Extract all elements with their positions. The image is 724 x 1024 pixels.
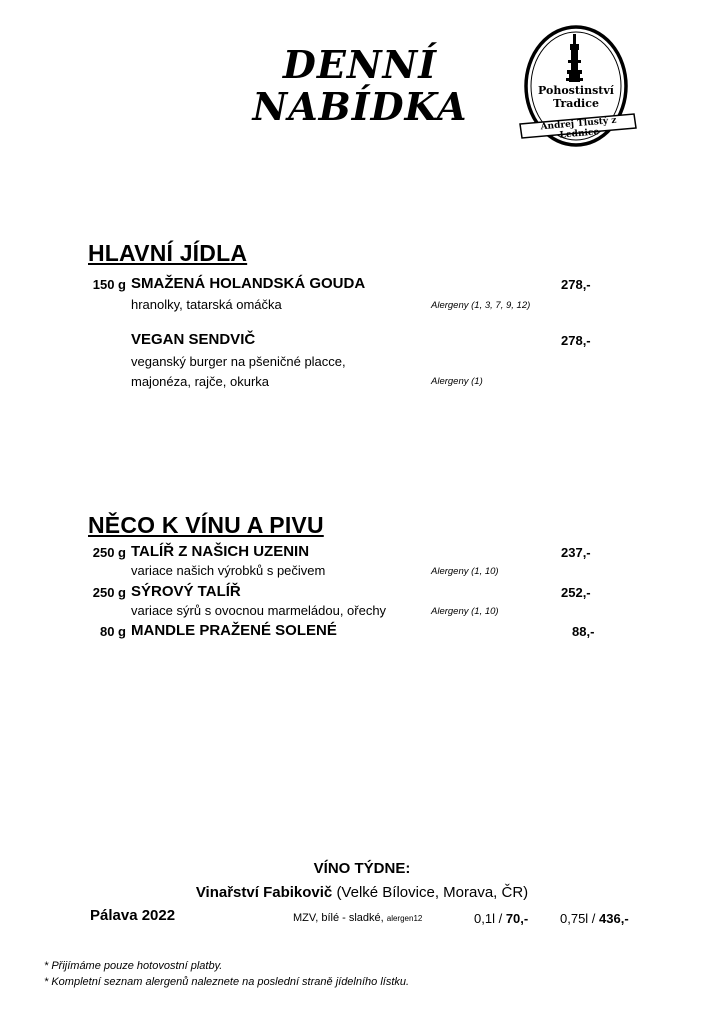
item-name: VEGAN SENDVIČ [131,331,256,348]
item-name: SMAŽENÁ HOLANDSKÁ GOUDA [131,275,366,292]
logo-line-2: Tradice [553,97,599,110]
item-name: TALÍŘ Z NAŠICH UZENIN [131,543,310,560]
large-price: 436,- [599,911,629,926]
wine-week-heading: VÍNO TÝDNE: [313,860,411,877]
item-description: majonéza, rajče, okurka [131,374,270,389]
item-description: variace našich výrobků s pečivem [131,563,326,578]
item-description: veganský burger na pšeničné placce, [131,354,346,369]
small-price: 70,- [505,911,529,926]
item-allergens: Alergeny (1, 10) [431,606,499,617]
logo-banner-text: Andrej Tlustý z Lednice [540,115,617,141]
winery-origin: (Velké Bílovice, Morava, ČR) [336,884,529,901]
item-weight: 250 g [92,545,126,560]
item-allergens: Alergeny (1, 3, 7, 9, 12) [431,300,531,311]
title-line-2: NABÍDKA [252,84,468,129]
wine-description [293,912,422,924]
wine-beer-heading: NĚCO K VÍNU A PIVU [88,512,324,538]
wine-small-price [474,911,528,926]
winery-name: Vinařství Fabikovič [195,884,333,901]
logo-line-1: Pohostinství [538,84,614,97]
item-allergens: Alergeny (1) [431,376,483,387]
logo-name [512,84,640,110]
large-volume: 0,75l / [560,911,596,926]
small-volume: 0,1l / [474,911,503,926]
item-price: 252,- [561,585,591,600]
item-allergens: Alergeny (1, 10) [431,566,499,577]
item-name: SÝROVÝ TALÍŘ [131,583,241,600]
title-line-1: DENNÍ [282,42,438,87]
wine-name: Pálava 2022 [90,907,176,924]
item-weight: 250 g [92,585,126,600]
item-description: variace sýrů s ovocnou marmeládou, ořechy [131,603,387,618]
restaurant-logo [512,24,646,152]
item-price: 237,- [561,545,591,560]
item-weight: 150 g [92,277,126,292]
wine-large-price [560,911,629,926]
page-title [210,44,510,128]
item-price: 278,- [561,277,591,292]
wine-desc-text: MZV, bílé - sladké, [293,912,384,924]
item-price: 88,- [572,624,595,639]
item-description: hranolky, tatarská omáčka [131,297,282,312]
winery-line [0,884,724,901]
item-weight: 80 g [99,624,126,639]
footnote-allergens: * Kompletní seznam alergenů naleznete na poslední straně jídelního lístku. [44,976,410,988]
main-dishes-heading: HLAVNÍ JÍDLA [88,240,248,266]
item-name: MANDLE PRAŽENÉ SOLENÉ [131,622,337,639]
wine-allergen: alergen12 [386,914,423,923]
item-price: 278,- [561,333,591,348]
footnote-payment: * Přijímáme pouze hotovostní platby. [44,960,223,972]
